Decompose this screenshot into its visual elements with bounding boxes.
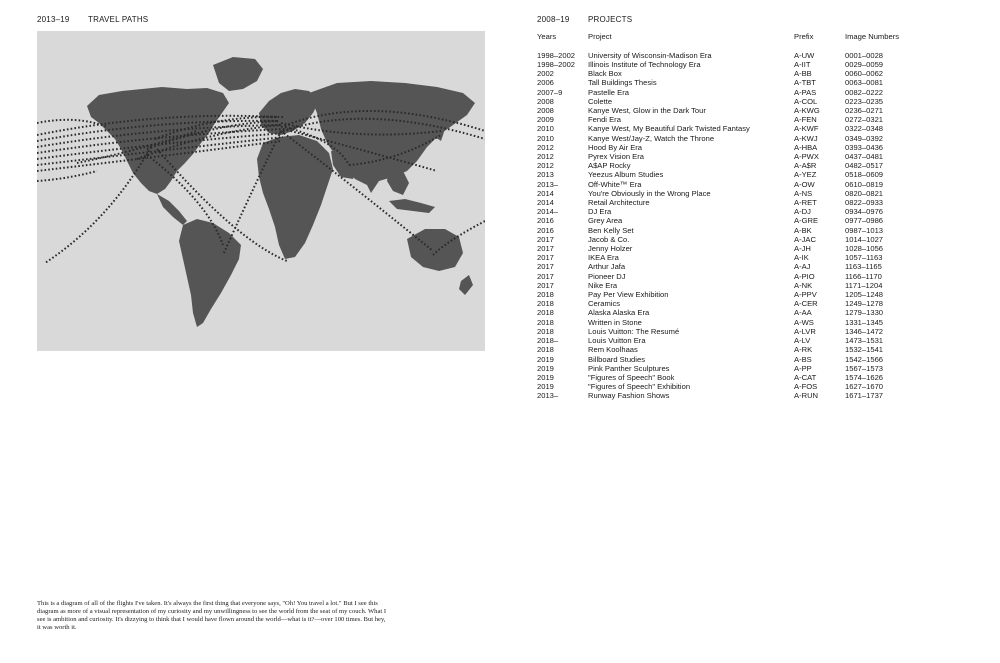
table-row (537, 60, 977, 69)
row-years: 2014 (537, 198, 554, 208)
indonesia (389, 199, 435, 213)
table-row (537, 189, 977, 198)
row-image-numbers: 1346–1472 (845, 326, 884, 336)
table-row (537, 143, 977, 152)
row-project: Off-White™ Era (588, 179, 642, 189)
row-years: 2017 (537, 234, 554, 244)
row-prefix: A-COL (794, 96, 818, 106)
india (359, 155, 385, 193)
row-prefix: A-DJ (794, 207, 811, 217)
table-row (537, 134, 977, 143)
row-project: Kanye West, Glow in the Dark Tour (588, 106, 706, 116)
row-project: Pioneer DJ (588, 271, 626, 281)
row-image-numbers: 0934–0976 (845, 207, 884, 217)
row-years: 2008 (537, 106, 554, 116)
table-body (537, 51, 977, 401)
row-image-numbers: 0001–0028 (845, 50, 884, 60)
row-image-numbers: 0518–0609 (845, 170, 884, 180)
row-project: A$AP Rocky (588, 161, 631, 171)
row-project: Kanye West/Jay-Z, Watch the Throne (588, 133, 715, 143)
row-years: 2012 (537, 161, 554, 171)
column-header-project: Project (588, 32, 612, 41)
travel-paths-years: 2013–19 (37, 15, 70, 24)
row-prefix: A-JAC (794, 234, 816, 244)
row-prefix: A-PIO (794, 271, 815, 281)
row-image-numbers: 0822–0933 (845, 198, 884, 208)
row-image-numbers: 0482–0517 (845, 161, 884, 171)
row-years: 2017 (537, 244, 554, 254)
row-years: 2019 (537, 372, 554, 382)
row-prefix: A-PWX (794, 152, 819, 162)
table-row (537, 281, 977, 290)
row-project: Black Box (588, 69, 622, 79)
table-row (537, 180, 977, 189)
projects-table (537, 32, 977, 401)
row-years: 2013 (537, 170, 554, 180)
table-row (537, 88, 977, 97)
row-project: "Figures of Speech" Book (588, 372, 675, 382)
central-america (157, 194, 187, 225)
row-project: Kanye West, My Beautiful Dark Twisted Fantasy (588, 124, 750, 134)
row-project: Runway Fashion Shows (588, 391, 670, 401)
row-image-numbers: 1671–1737 (845, 391, 884, 401)
row-prefix: A-KWG (794, 106, 820, 116)
row-years: 1998–2002 (537, 50, 576, 60)
row-image-numbers: 1331–1345 (845, 317, 884, 327)
row-image-numbers: 0223–0235 (845, 96, 884, 106)
table-row (537, 355, 977, 364)
row-prefix: A-RET (794, 198, 817, 208)
row-prefix: A-KWJ (794, 133, 818, 143)
row-image-numbers: 0060–0062 (845, 69, 884, 79)
row-project: Billboard Studies (588, 354, 645, 364)
table-row (537, 327, 977, 336)
table-row (537, 235, 977, 244)
row-prefix: A-PP (794, 363, 812, 373)
row-project: Pyrex Vision Era (588, 152, 644, 162)
row-project: Hood By Air Era (588, 142, 643, 152)
row-years: 2010 (537, 124, 554, 134)
row-image-numbers: 0272–0321 (845, 115, 884, 125)
row-prefix: A-UW (794, 50, 815, 60)
row-image-numbers: 0082–0222 (845, 87, 884, 97)
table-row (537, 299, 977, 308)
projects-header (537, 15, 632, 24)
column-header-years: Years (537, 32, 557, 41)
row-project: Yeezus Album Studies (588, 170, 664, 180)
row-image-numbers: 0063–0081 (845, 78, 884, 88)
row-years: 2008 (537, 96, 554, 106)
row-prefix: A-JH (794, 244, 811, 254)
row-prefix: A-RUN (794, 391, 819, 401)
row-project: Jacob & Co. (588, 234, 630, 244)
table-row (537, 152, 977, 161)
row-project: University of Wisconsin-Madison Era (588, 50, 712, 60)
table-row (537, 253, 977, 262)
row-project: Ben Kelly Set (588, 225, 634, 235)
row-image-numbers: 0987–1013 (845, 225, 884, 235)
table-row (537, 170, 977, 179)
row-project: Rem Koolhaas (588, 345, 638, 355)
table-row (537, 373, 977, 382)
row-image-numbers: 1028–1056 (845, 244, 884, 254)
row-years: 2014– (537, 207, 559, 217)
row-image-numbers: 0977–0986 (845, 216, 884, 226)
row-image-numbers: 1279–1330 (845, 308, 884, 318)
row-image-numbers: 1532–1541 (845, 345, 884, 355)
row-project: Fendi Era (588, 115, 621, 125)
row-project: Written in Stone (588, 317, 642, 327)
row-prefix: A-OW (794, 179, 815, 189)
row-years: 2018 (537, 308, 554, 318)
row-years: 2009 (537, 115, 554, 125)
row-image-numbers: 0393–0436 (845, 142, 884, 152)
row-image-numbers: 1473–1531 (845, 336, 884, 346)
row-project: You're Obviously in the Wrong Place (588, 188, 711, 198)
row-years: 2019 (537, 354, 554, 364)
table-row (537, 97, 977, 106)
table-row (537, 308, 977, 317)
table-row (537, 216, 977, 225)
row-prefix: A-IIT (794, 60, 811, 69)
table-row (537, 382, 977, 391)
row-image-numbers: 1205–1248 (845, 290, 884, 300)
row-prefix: A-IK (794, 253, 809, 263)
table-row (537, 336, 977, 345)
row-prefix: A-BB (794, 69, 812, 79)
row-project: DJ Era (588, 207, 612, 217)
table-row (537, 106, 977, 115)
row-image-numbers: 1163–1165 (845, 262, 882, 272)
table-row (537, 364, 977, 373)
table-row (537, 78, 977, 87)
row-years: 2019 (537, 382, 554, 392)
column-header-prefix: Prefix (794, 32, 814, 41)
row-years: 2013– (537, 391, 559, 401)
map-caption: This is a diagram of all of the flights I've taken. It's always the first thing that everyone says, "Oh! You travel a lot." But I see this diagram as more of a visual representation of my curiosity and my unwillingness to see the world from the seat of my couch. What I see is ambition and curiosity. It's dizzying to think that I would have flown around the world—what is it?—over 100 times. But hey, it was worth it. (37, 600, 387, 632)
row-years: 2018 (537, 299, 554, 309)
row-years: 2010 (537, 133, 554, 143)
row-years: 2017 (537, 262, 554, 272)
table-row (537, 290, 977, 299)
row-years: 2016 (537, 216, 554, 226)
row-prefix: A-A$R (794, 161, 817, 171)
row-prefix: A-CER (794, 299, 818, 309)
row-project: Louis Vuitton: The Resumé (588, 326, 680, 336)
world-map-illustration (37, 31, 485, 351)
row-image-numbers: 1542–1566 (845, 354, 884, 364)
row-prefix: A-FEN (794, 115, 817, 125)
row-image-numbers: 1171–1204 (845, 280, 883, 290)
table-row (537, 198, 977, 207)
row-years: 2017 (537, 280, 554, 290)
row-project: Ceramics (588, 299, 621, 309)
row-image-numbers: 0236–0271 (845, 106, 884, 116)
row-project: Alaska Alaska Era (588, 308, 650, 318)
row-years: 2019 (537, 363, 554, 373)
row-prefix: A-NS (794, 188, 813, 198)
row-prefix: A-KWF (794, 124, 819, 134)
table-row (537, 115, 977, 124)
row-project: Jenny Holzer (588, 244, 633, 254)
row-prefix: A-RK (794, 345, 813, 355)
table-row (537, 391, 977, 400)
row-years: 2006 (537, 78, 554, 88)
continents (87, 57, 475, 327)
row-prefix: A-NK (794, 280, 813, 290)
row-years: 2002 (537, 69, 554, 79)
row-project: Arthur Jafa (588, 262, 626, 272)
row-project: Pink Panther Sculptures (588, 363, 670, 373)
row-project: Nike Era (588, 280, 618, 290)
row-prefix: A-AA (794, 308, 812, 318)
row-years: 2016 (537, 225, 554, 235)
row-years: 2018 (537, 290, 554, 300)
row-prefix: A-LV (794, 336, 811, 346)
row-image-numbers: 1567–1573 (845, 363, 884, 373)
row-image-numbers: 0820–0821 (845, 188, 884, 198)
new-zealand (459, 275, 473, 295)
row-prefix: A-AJ (794, 262, 811, 272)
row-years: 2012 (537, 152, 554, 162)
flight-path (37, 171, 97, 181)
row-years: 1998–2002 (537, 60, 576, 69)
row-prefix: A-HBA (794, 142, 818, 152)
row-prefix: A-WS (794, 317, 814, 327)
table-row (537, 124, 977, 133)
row-years: 2017 (537, 253, 554, 263)
row-prefix: A-CAT (794, 372, 817, 382)
row-years: 2014 (537, 188, 554, 198)
row-years: 2017 (537, 271, 554, 281)
row-project: Tall Buildings Thesis (588, 78, 657, 88)
projects-title: PROJECTS (588, 15, 633, 24)
row-project: Pay Per View Exhibition (588, 290, 669, 300)
row-years: 2012 (537, 142, 554, 152)
southeast-asia (387, 169, 409, 195)
row-image-numbers: 1057–1163 (845, 253, 883, 263)
row-prefix: A-FOS (794, 382, 818, 392)
row-project: IKEA Era (588, 253, 619, 263)
row-image-numbers: 1574–1626 (845, 372, 884, 382)
row-prefix: A-PPV (794, 290, 817, 300)
row-image-numbers: 0349–0392 (845, 133, 884, 143)
table-header (537, 32, 977, 41)
table-row (537, 226, 977, 235)
projects-years: 2008–19 (537, 15, 570, 24)
row-years: 2018 (537, 326, 554, 336)
table-row (537, 345, 977, 354)
table-row (537, 318, 977, 327)
row-prefix: A-LVR (794, 326, 816, 336)
row-project: Retail Architecture (588, 198, 650, 208)
row-image-numbers: 1627–1670 (845, 382, 884, 392)
greenland (213, 57, 263, 91)
row-image-numbers: 0610–0819 (845, 179, 884, 189)
row-prefix: A-BK (794, 225, 812, 235)
row-prefix: A-BS (794, 354, 812, 364)
row-years: 2018 (537, 317, 554, 327)
table-row (537, 161, 977, 170)
row-project: "Figures of Speech" Exhibition (588, 382, 691, 392)
row-image-numbers: 1166–1170 (845, 271, 882, 281)
column-header-image-numbers: Image Numbers (845, 32, 900, 41)
row-prefix: A-GRE (794, 216, 819, 226)
row-years: 2013– (537, 179, 559, 189)
travel-paths-header (37, 15, 148, 24)
row-project: Grey Area (588, 216, 623, 226)
row-project: Illinois Institute of Technology Era (588, 60, 701, 69)
table-row (537, 51, 977, 60)
travel-map (37, 31, 485, 351)
travel-paths-title: TRAVEL PATHS (88, 15, 149, 24)
row-prefix: A-TBT (794, 78, 816, 88)
row-years: 2018– (537, 336, 559, 346)
row-years: 2007–9 (537, 87, 563, 97)
row-prefix: A-PAS (794, 87, 817, 97)
row-project: Pastelle Era (588, 87, 629, 97)
table-row (537, 272, 977, 281)
row-image-numbers: 0322–0348 (845, 124, 884, 134)
table-row (537, 207, 977, 216)
africa (257, 135, 333, 259)
row-image-numbers: 0029–0059 (845, 60, 884, 69)
row-prefix: A-YEZ (794, 170, 817, 180)
row-years: 2018 (537, 345, 554, 355)
australia (407, 229, 463, 271)
row-image-numbers: 0437–0481 (845, 152, 884, 162)
table-row (537, 244, 977, 253)
table-row (537, 69, 977, 78)
row-project: Louis Vuitton Era (588, 336, 646, 346)
row-image-numbers: 1014–1027 (845, 234, 884, 244)
table-row (537, 262, 977, 271)
row-image-numbers: 1249–1278 (845, 299, 884, 309)
row-project: Colette (588, 96, 613, 106)
